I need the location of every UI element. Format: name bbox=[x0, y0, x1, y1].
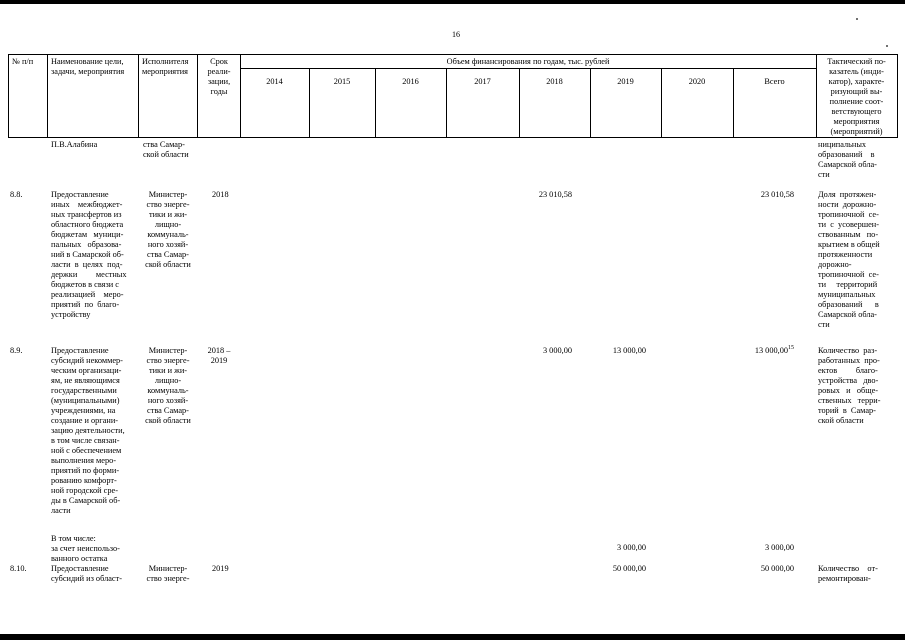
row-total: 50 000,00 bbox=[760, 564, 794, 573]
header-year-2019: 2019 bbox=[617, 77, 634, 86]
footnote-ref: 15 bbox=[788, 345, 794, 352]
header-bottom-line bbox=[8, 137, 898, 138]
vline bbox=[47, 54, 48, 137]
sub-total: 3 000,00 bbox=[764, 543, 794, 552]
header-year-2017: 2017 bbox=[474, 77, 491, 86]
header-top-line bbox=[8, 54, 898, 55]
header-year-2014: 2014 bbox=[266, 77, 283, 86]
financing-sub-line bbox=[240, 68, 816, 69]
row-total: 13 000,00 bbox=[754, 346, 788, 355]
cont-indicator: ниципальных образований в Самарской обла- сти bbox=[818, 140, 877, 179]
row-executor: Министер- ство энерге- тики и жи- лищно- коммуналь- ного хозяй- ства Самар- ской области bbox=[145, 346, 191, 425]
row-value-2018: 23 010,58 bbox=[538, 190, 572, 199]
scan-speck bbox=[886, 45, 888, 47]
row-term: 2019 bbox=[212, 564, 229, 573]
row-term: 2018 bbox=[212, 190, 229, 199]
row-name: Предоставление иных межбюджет- ных трансфертов из областного бюджета бюджетам муници- пальных образова- ний в Самарской об- ласти в целях под- держки местных бюджетов в связи с реализацией меро- приятий по благо- устройству bbox=[51, 190, 127, 319]
row-total: 23 010,58 bbox=[760, 190, 794, 199]
vline bbox=[138, 54, 139, 137]
sub-name: В том числе: за счет неиспользо- ванного остатка bbox=[51, 534, 120, 563]
row-total-cell bbox=[733, 346, 794, 356]
row-term: 2018 – 2019 bbox=[207, 346, 231, 365]
header-year-2015: 2015 bbox=[333, 77, 351, 86]
row-num: 8.8. bbox=[10, 190, 23, 199]
row-value-2019: 13 000,00 bbox=[612, 346, 646, 355]
top-border bbox=[0, 0, 905, 4]
cont-executor: ства Самар- ской области bbox=[143, 140, 189, 159]
sub-value-2019: 3 000,00 bbox=[616, 543, 646, 552]
bottom-border bbox=[0, 634, 905, 640]
row-num: 8.10. bbox=[10, 564, 27, 573]
row-indicator: Количество от- ремонтирован- bbox=[818, 564, 878, 583]
header-executor: Исполнителя мероприятия bbox=[142, 57, 189, 76]
vline bbox=[8, 54, 9, 137]
row-name: Предоставление субсидий некоммер- ческим организаци- ям, не являющимся государственными (муниципальными) учреждениями, на создание и органи- зацию деятельности, в том числе связан- ной с обеспечением выполнения меро- приятий по форми- рованию комфорт- ной городской сре- ды в Самарской об- ласти bbox=[51, 346, 125, 515]
row-value-2018: 3 000,00 bbox=[542, 346, 572, 355]
header-year-2020: 2020 bbox=[688, 77, 706, 86]
row-value-2019: 50 000,00 bbox=[612, 564, 646, 573]
page-number: 16 bbox=[452, 30, 460, 39]
row-executor: Министер- ство энерге- тики и жи- лищно- коммуналь- ного хозяй- ства Самар- ской области bbox=[145, 190, 191, 269]
header-num: № п/п bbox=[12, 57, 34, 66]
header-financing: Объем финансирования по годам, тыс. рублей bbox=[446, 57, 610, 66]
row-name: Предоставление субсидий из област- bbox=[51, 564, 122, 583]
scan-speck bbox=[856, 18, 858, 20]
row-executor: Министер- ство энерге- bbox=[146, 564, 190, 583]
row-indicator: Количество раз- работанных про- ектов благо- устройства дво- ровых и обще- ственных терри- торий в Самар- ской области bbox=[818, 346, 881, 425]
header-indicator: Тактический по- казатель (инди- катор), характе- ризующий вы- полнение соот- ветствующего мероприятия (мероприятий) bbox=[827, 57, 886, 136]
cont-name: П.В.Алабина bbox=[51, 140, 98, 149]
row-indicator: Доля протяжен- ности дорожно- тропиночной се- ти с усовершен- ствованным по- крытием в общей протяженности дорожно- тропиночной се- ти территорий муниципальных образований в Самарской обла- сти bbox=[818, 190, 880, 329]
header-term: Срок реали- зации, годы bbox=[207, 57, 231, 96]
header-year-2018: 2018 bbox=[546, 77, 563, 86]
vline bbox=[897, 54, 898, 137]
header-name: Наименование цели, задачи, мероприятия bbox=[51, 57, 125, 76]
row-num: 8.9. bbox=[10, 346, 23, 355]
header-year-2016: 2016 bbox=[402, 77, 419, 86]
header-total: Всего bbox=[764, 77, 785, 86]
